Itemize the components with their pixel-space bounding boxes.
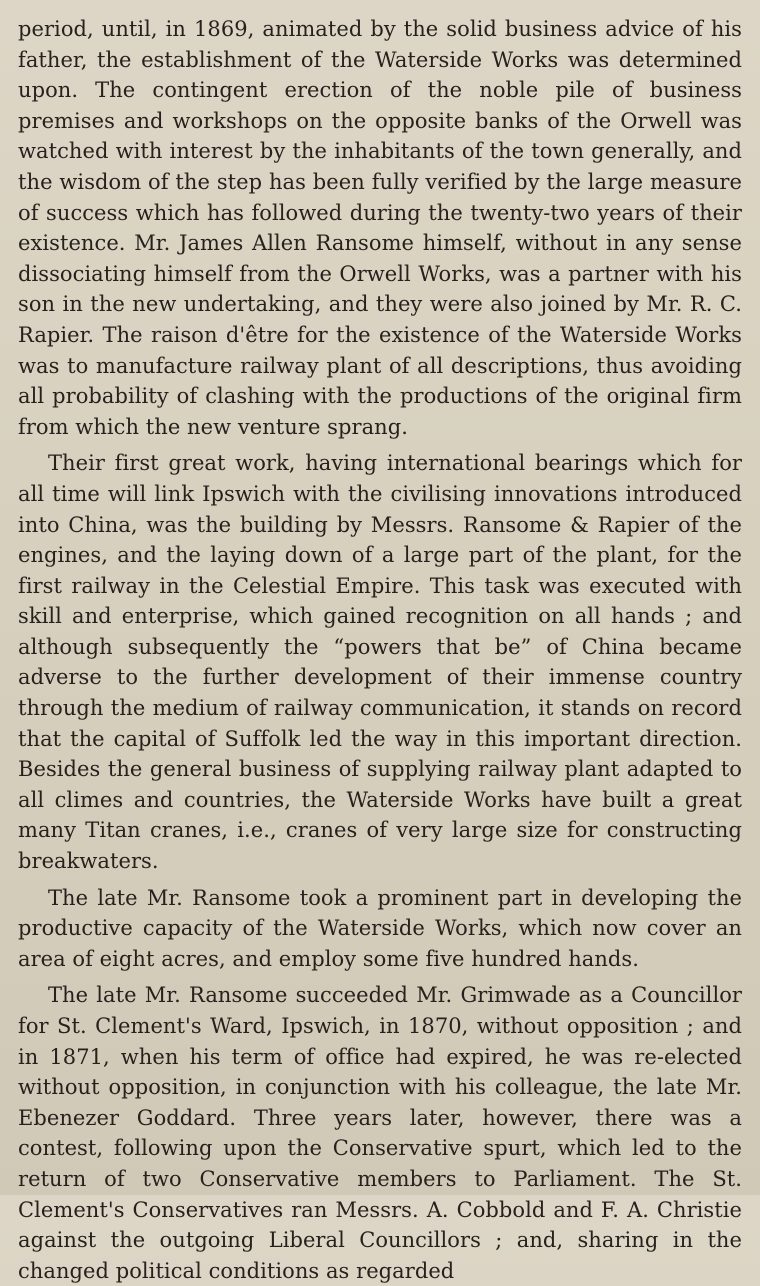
paragraph-waterside-works-founding: period, until, in 1869, animated by the solid business advice of his father, the establishment of the Waterside Works was determined upon. The contingent erection of the noble pile of business premises and workshops on the opposite banks of the Orwell was watched with interest by the inhabitants of the town generally, and the wisdom of the step has been fully verified by the large measure of success which has followed during the twenty-two years of their existence. Mr. James Allen Ransome himself, without in any sense dissociating himself from the Orwell Works, was a partner with his son in the new undertaking, and they were also joined by Mr. R. C. Rapier. The raison d'être for the existence of the Waterside Works was to manufacture railway plant of all descriptions, thus avoiding all probability of clashing with the productions of the original firm from which the new venture sprang. [18,17,742,439]
paragraph-productive-capacity: The late Mr. Ransome took a prominent part in developing the productive capacity of the Waterside Works, which now cover an area of eight acres, and employ some five hundred hands. [18,885,742,971]
paragraph-china-railway: Their first great work, having international bearings which for all time will link Ipswich with the civilising innovations introduced into China, was the building by Messrs. Ransome & Rapier of the engines, and the laying down of a large part of the plant, for the first railway in the Celestial Empire. This task was executed with skill and enterprise, which gained recognition on all hands ; and although subsequently the “powers that be” of China became adverse to the further development of their immense country through the medium of railway communication, it stands on record that the capital of Suffolk led the way in this important direction. Besides the general business of supplying railway plant adapted to all climes and countries, the Waterside Works have built a great many Titan cranes, i.e., cranes of very large size for constructing breakwaters. [18,451,742,874]
paragraph-councillor-career: The late Mr. Ransome succeeded Mr. Grimwade as a Councillor for St. Clement's Ward, Ipswich, in 1870, without opposition ; and in 1871, when his term of office had expired, he was re-elected without opposition, in conjunction with his colleague, the late Mr. Ebenezer Goddard. Three years later, however, there was a contest, following upon the Conservative spurt, which led to the return of two Conservative members to Parliament. The St. Clement's Conservatives ran Messrs. A. Cobbold and F. A. Christie against the outgoing Liberal Councillors ; and, sharing in the changed political conditions as regarded [18,983,742,1283]
